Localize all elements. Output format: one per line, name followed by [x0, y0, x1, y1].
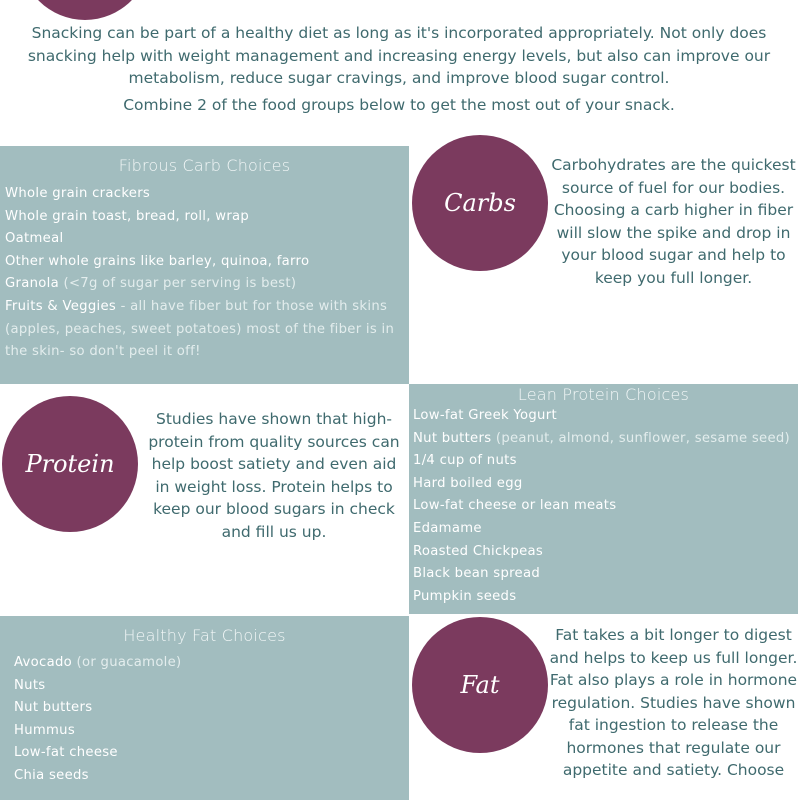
list-item	[5, 273, 403, 296]
list-item	[413, 541, 798, 564]
carbs-badge: Carbs	[412, 135, 548, 271]
list-item	[413, 405, 798, 428]
item-label: Roasted Chickpeas	[413, 543, 544, 559]
item-note: (or guacamole)	[76, 655, 182, 670]
list-item	[5, 206, 403, 229]
item-label: Nuts	[14, 677, 46, 693]
item-label: Oatmeal	[5, 231, 64, 247]
list-item	[413, 495, 798, 518]
list-item	[413, 563, 798, 586]
fat-description: Fat takes a bit longer to digest and helps to keep us full longer. Fat also plays a role in hormone regulation. Studies have shown fat ingestion to release the hormones that regulate our appetite and satiety. Choose	[549, 626, 798, 779]
fat-list	[0, 652, 409, 788]
lean-protein-panel	[409, 384, 798, 614]
item-note: (<7g of sugar per serving is best)	[63, 276, 297, 292]
item-note: (peanut, almond, sunflower, sesame seed)	[495, 430, 790, 446]
item-label: Other whole grains like barley, quinoa, farro	[5, 253, 310, 269]
healthy-fat-panel	[0, 616, 409, 800]
list-item	[413, 473, 798, 496]
list-item	[5, 296, 403, 364]
list-item	[413, 518, 798, 541]
fibrous-carb-panel	[0, 146, 409, 384]
panel-title: Fibrous Carb Choices	[118, 156, 291, 175]
panel-title: Lean Protein Choices	[517, 385, 690, 404]
list-item	[14, 742, 409, 765]
item-label: Edamame	[413, 520, 482, 536]
item-label: Hard boiled egg	[413, 475, 523, 491]
list-item	[413, 450, 798, 473]
panel-title: Healthy Fat Choices	[123, 626, 286, 645]
protein-description: Studies have shown that high-protein from quality sources can help boost satiety and even aid in weight loss. Protein helps to keep our blood sugars in check and fill us up.	[148, 410, 400, 541]
list-item	[5, 183, 403, 206]
list-item	[5, 228, 403, 251]
header-circle-decoration	[20, 0, 150, 20]
intro-paragraph: Snacking can be part of a healthy diet as long as it's incorporated appropriately. Not only does snacking help with weight management and increasing energy levels, but also can improve our metabolism, reduce sugar cravings, and improve blood sugar control.	[27, 24, 771, 87]
item-note: - all have fiber but for those with skins (apples, peaches, sweet potatoes) most of the fiber is in the skin- so don't peel it off!	[5, 298, 395, 360]
item-label: Hummus	[14, 722, 75, 738]
item-label: Whole grain toast, bread, roll, wrap	[5, 208, 250, 224]
item-label: Pumpkin seeds	[413, 588, 517, 604]
item-label: Nut butters	[413, 430, 492, 446]
item-label: Black bean spread	[413, 566, 541, 582]
carbs-description: Carbohydrates are the quickest source of fuel for our bodies. Choosing a carb higher in fiber will slow the spike and drop in your blood sugar and help to keep you full longer.	[551, 156, 796, 287]
list-item	[14, 765, 409, 788]
item-label: Low-fat cheese or lean meats	[413, 498, 617, 514]
item-label: Fruits & Veggies	[5, 298, 117, 314]
list-item	[14, 652, 409, 675]
fat-badge: Fat	[412, 617, 548, 753]
list-item	[413, 428, 798, 451]
list-item	[413, 586, 798, 609]
list-item	[5, 251, 403, 274]
item-label: Avocado	[14, 655, 72, 670]
item-label: Low-fat Greek Yogurt	[413, 408, 557, 423]
item-label: 1/4 cup of nuts	[413, 453, 517, 469]
protein-list	[409, 405, 798, 608]
item-label: Granola	[5, 276, 59, 292]
list-item	[14, 697, 409, 720]
item-label: Chia seeds	[14, 767, 89, 783]
combine-instruction: Combine 2 of the food groups below to get the most out of your snack.	[123, 96, 675, 114]
item-label: Nut butters	[14, 700, 93, 716]
list-item	[14, 720, 409, 743]
list-item	[14, 675, 409, 698]
item-label: Whole grain crackers	[5, 186, 151, 201]
carb-list	[0, 183, 409, 364]
item-label: Low-fat cheese	[14, 745, 118, 761]
protein-badge: Protein	[2, 396, 138, 532]
